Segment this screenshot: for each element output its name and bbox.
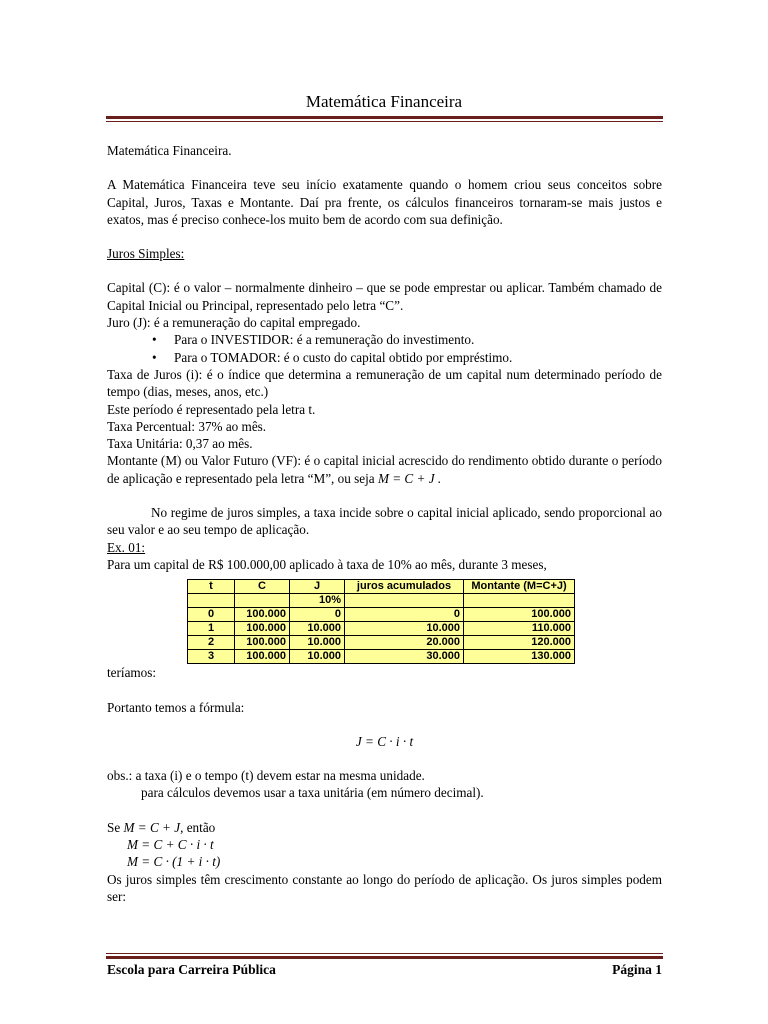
table-cell — [345, 594, 464, 608]
example-label: Ex. 01: — [107, 539, 146, 555]
se-suffix: , então — [180, 819, 216, 835]
taxa-unitaria: Taxa Unitária: 0,37 ao mês. — [107, 436, 253, 452]
table-cell — [464, 594, 575, 608]
taxa-percentual: Taxa Percentual: 37% ao mês. — [107, 418, 267, 434]
document-body — [107, 142, 662, 905]
regime-paragraph: No regime de juros simples, a taxa incide sobre o capital inicial aplicado, sendo proporcional ao seu valor e ao seu tempo de aplicação. — [107, 505, 662, 538]
table-header-cell: Montante (M=C+J) — [464, 580, 575, 594]
intro-paragraph: A Matemática Financeira teve seu início exatamente quando o homem criou seus conceitos sobre Capital, Juros, Taxas e Montante. Daí pra frente, os cálculos financeiros tornaram-se mais justos e exatos, mas é preciso conhece-los muito bem de acordo com sua definição. — [107, 177, 662, 227]
table-cell: 1 — [188, 622, 235, 636]
footer-school-name: Escola para Carreira Pública — [107, 962, 276, 977]
table-cell: 10% — [290, 594, 345, 608]
closing-paragraph: Os juros simples têm crescimento constante ao longo do período de aplicação. Os juros simples podem ser: — [107, 871, 662, 904]
table-row — [188, 608, 575, 622]
taxa-definition: Taxa de Juros (i): é o índice que determina a remuneração de um capital num determinado período de tempo (dias, meses, anos, etc.) — [107, 366, 662, 400]
table-row — [188, 650, 575, 664]
main-formula: J = C · i · t — [355, 733, 414, 749]
table-cell: 130.000 — [464, 650, 575, 664]
table-rate-row — [188, 594, 575, 608]
bullet-investidor: • Para o INVESTIDOR: é a remuneração do investimento. — [107, 331, 662, 348]
juro-definition: Juro (J): é a remuneração do capital empregado. — [107, 315, 361, 331]
page-header-title: Matemática Financeira — [305, 92, 463, 111]
montante-text: Montante (M) ou Valor Futuro (VF): é o capital inicial acrescido do rendimento obtido durante o período de aplicação e representado pela letra “M”, ou seja — [107, 453, 662, 486]
bullet-tomador: • Para o TOMADOR: é o custo do capital obtido por empréstimo. — [107, 349, 662, 366]
footer-page-number: Página 1 — [612, 962, 662, 977]
table-cell: 30.000 — [345, 650, 464, 664]
se-formula: M = C + J — [123, 819, 181, 835]
juro-bullet-list — [107, 331, 662, 366]
table-cell: 10.000 — [290, 636, 345, 650]
portanto-line: Portanto temos a fórmula: — [107, 699, 245, 715]
table-cell — [235, 594, 290, 608]
table-cell: 100.000 — [235, 636, 290, 650]
montante-formula: M = C + J . — [377, 470, 442, 486]
capital-definition: Capital (C): é o valor – normalmente dinheiro – que se pode emprestar ou aplicar. Também chamado de Capital Inicial ou Principal, representado pelo letra “C”. — [107, 280, 662, 313]
table-header-cell: juros acumulados — [345, 580, 464, 594]
table-cell: 2 — [188, 636, 235, 650]
table-header-cell: J — [290, 580, 345, 594]
periodo-line: Este período é representado pela letra t. — [107, 401, 316, 417]
obs-line-2: para cálculos devemos usar a taxa unitária (em número decimal). — [141, 785, 484, 801]
intro-title: Matemática Financeira. — [107, 143, 232, 158]
teriamos-line: teríamos: — [107, 665, 157, 681]
table-cell: 3 — [188, 650, 235, 664]
table-cell: 0 — [290, 608, 345, 622]
se-prefix: Se — [107, 819, 121, 835]
obs-line-1: obs.: a taxa (i) e o tempo (t) devem estar na mesma unidade. — [107, 768, 425, 784]
table-cell: 100.000 — [235, 650, 290, 664]
section-heading: Juros Simples: — [107, 246, 185, 262]
derivation-line-2: M = C · (1 + i · t) — [127, 854, 221, 870]
montante-definition — [107, 452, 662, 487]
table-cell — [188, 594, 235, 608]
table-cell: 120.000 — [464, 636, 575, 650]
table-cell: 100.000 — [464, 608, 575, 622]
table-header-row — [188, 580, 575, 594]
table-cell: 10.000 — [345, 622, 464, 636]
table-cell: 10.000 — [290, 650, 345, 664]
header-rule — [106, 116, 663, 122]
table-row — [188, 636, 575, 650]
table-cell: 0 — [188, 608, 235, 622]
derivation-line-1: M = C + C · i · t — [127, 837, 214, 853]
interest-table — [187, 579, 575, 664]
footer-rule — [106, 953, 663, 959]
table-cell: 10.000 — [290, 622, 345, 636]
table-header-cell: t — [188, 580, 235, 594]
table-cell: 0 — [345, 608, 464, 622]
table-cell: 20.000 — [345, 636, 464, 650]
table-row — [188, 622, 575, 636]
table-cell: 110.000 — [464, 622, 575, 636]
example-text: Para um capital de R$ 100.000,00 aplicado à taxa de 10% ao mês, durante 3 meses, — [107, 556, 547, 572]
table-header-cell: C — [235, 580, 290, 594]
table-cell: 100.000 — [235, 608, 290, 622]
table-cell: 100.000 — [235, 622, 290, 636]
se-line — [107, 819, 662, 836]
